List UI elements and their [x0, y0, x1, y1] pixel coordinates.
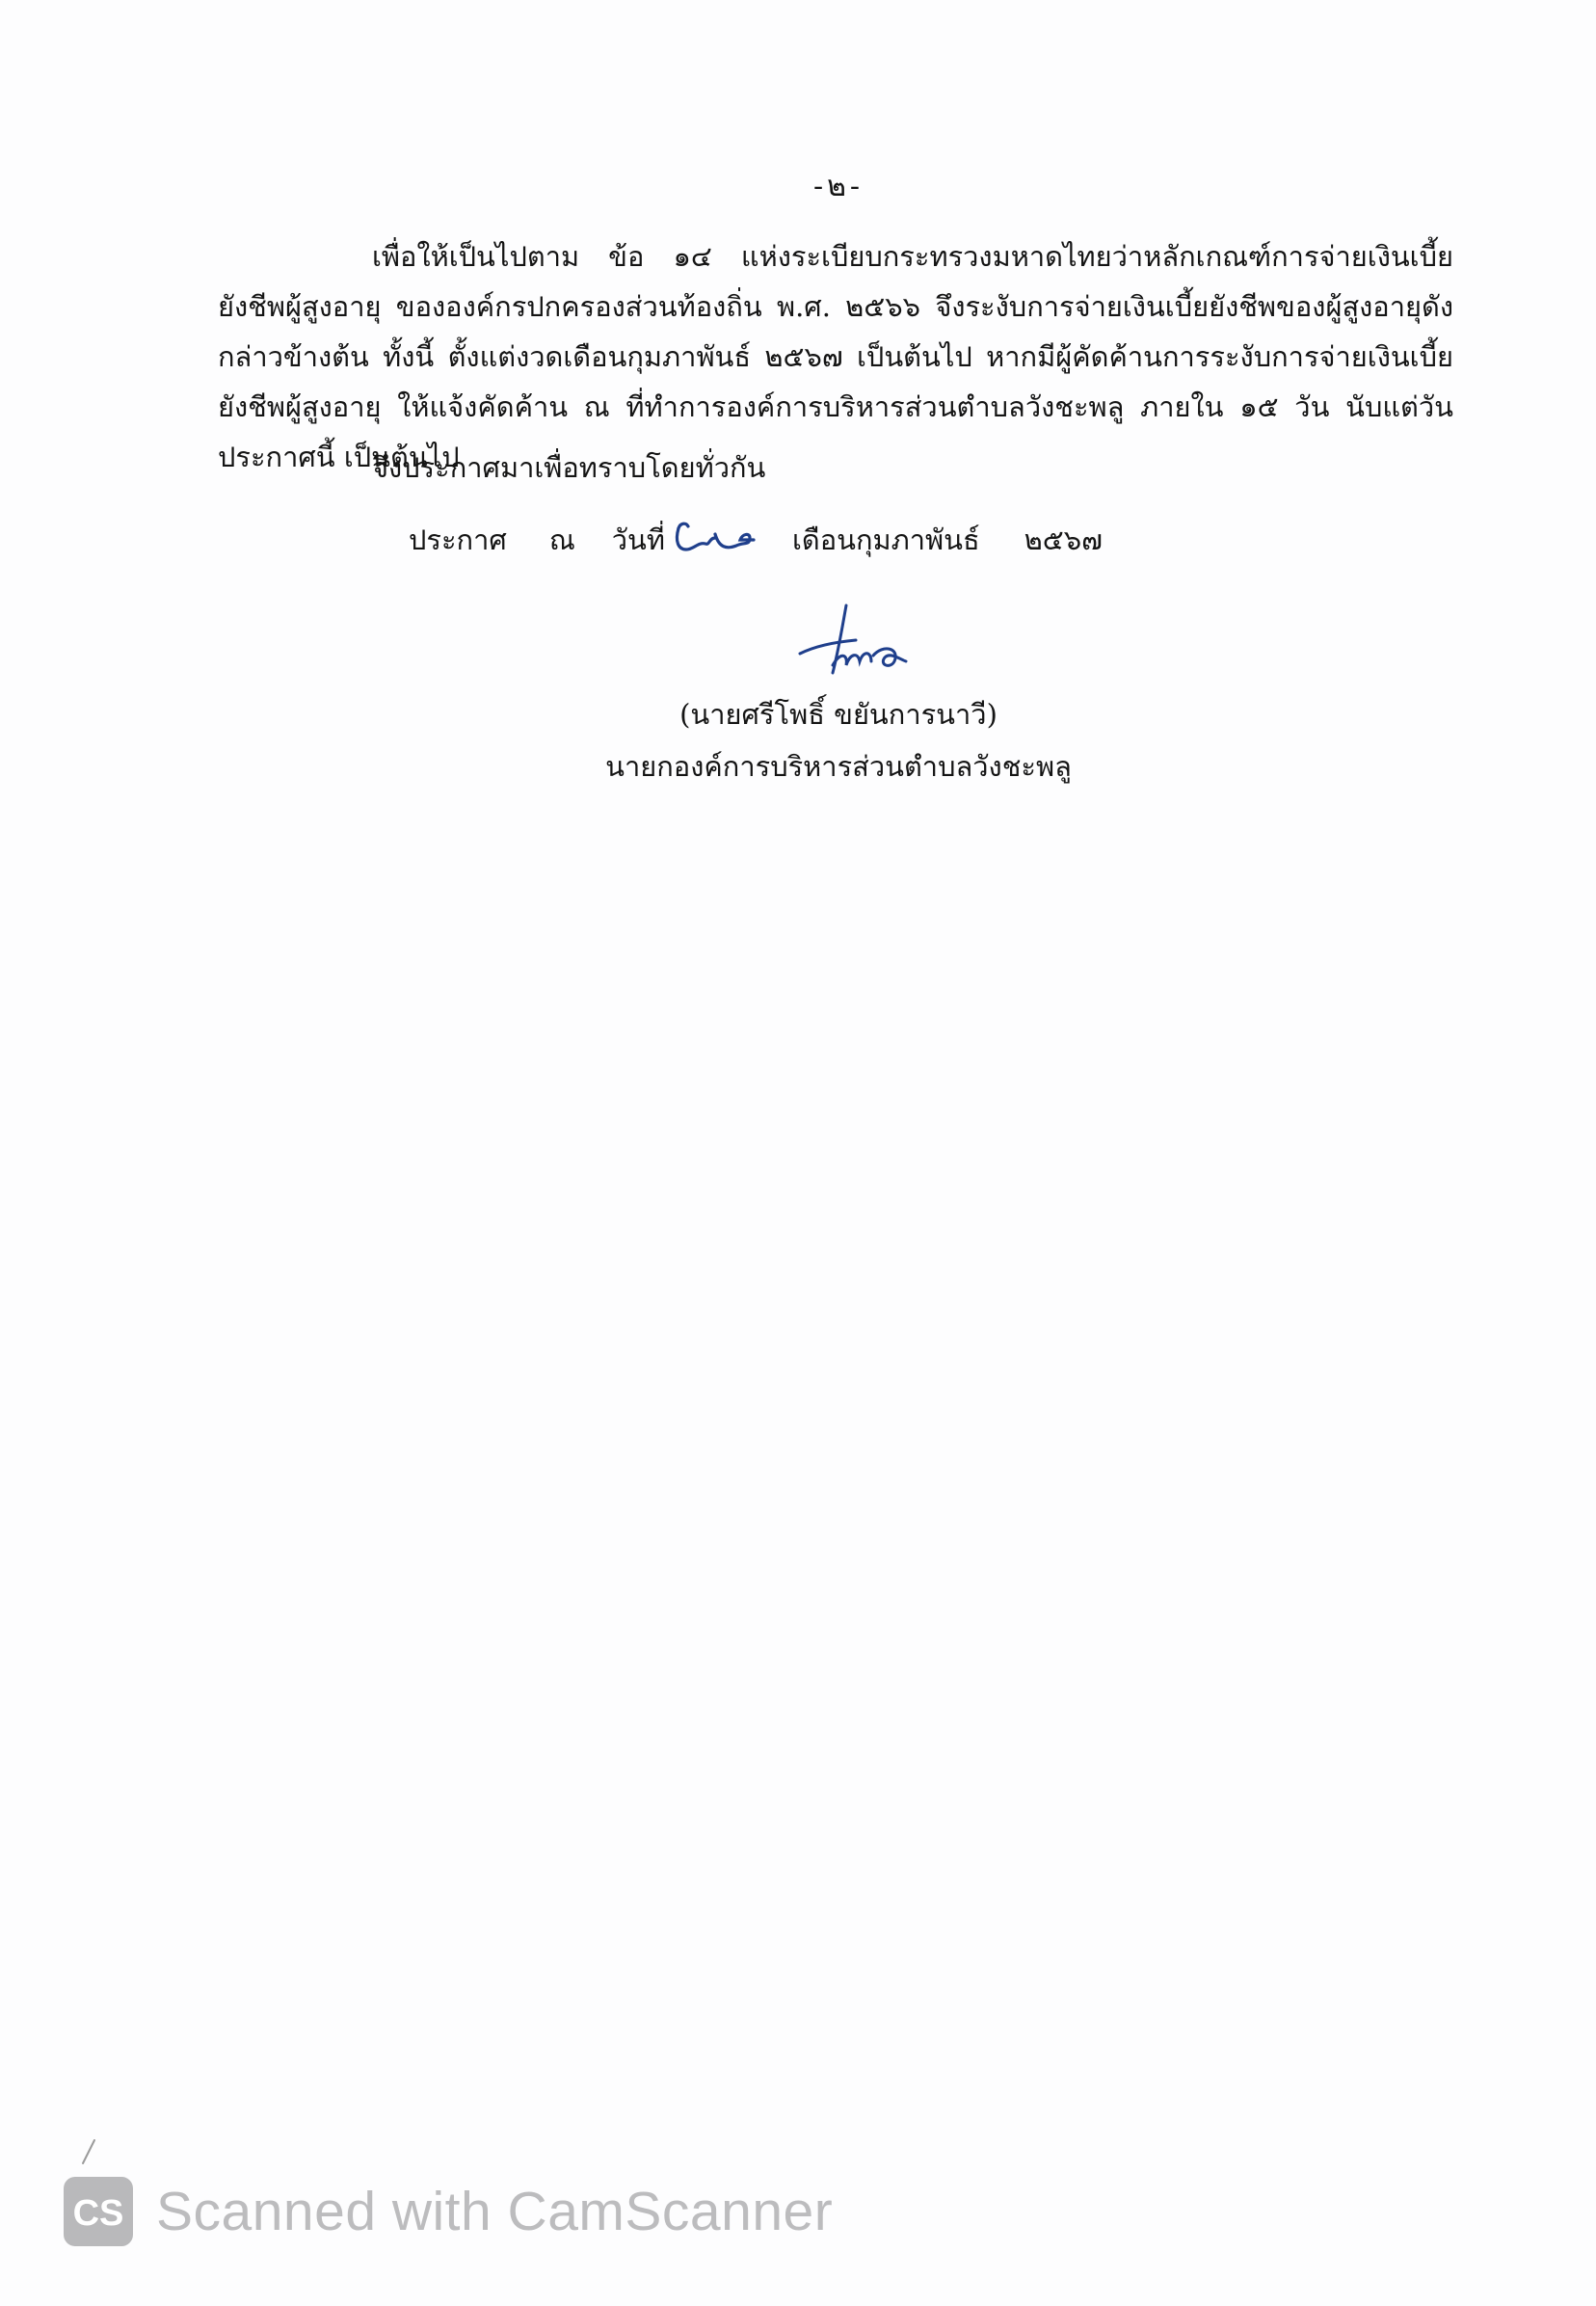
- signature-image: [779, 598, 914, 694]
- page-number: -๒-: [812, 170, 864, 203]
- camscanner-watermark: [64, 2177, 833, 2246]
- watermark-text: Scanned with CamScanner: [156, 2181, 834, 2242]
- scan-mark: [81, 2136, 96, 2165]
- announced-label: ประกาศ: [409, 523, 507, 556]
- year-label: ๒๕๖๗: [1024, 523, 1103, 556]
- announcement-paragraph: เพื่อให้เป็นไปตาม ข้อ ๑๔ แห่งระเบียบกระทรวงมหาดไทยว่าหลักเกณฑ์การจ่ายเงินเบี้ยยังชีพผู้สูงอายุ ขององค์กรปกครองส่วนท้องถิ่น พ.ศ. ๒๕๖๖ จึงระงับการจ่ายเงินเบี้ยยังชีพของผู้สูงอายุดังกล่าวข้างต้น ทั้งนี้ ตั้งแต่งวดเดือนกุมภาพันธ์ ๒๕๖๗ เป็นต้นไป หากมีผู้คัดค้านการระงับการจ่ายเงินเบี้ยยังชีพผู้สูงอายุ ให้แจ้งคัดค้าน ณ ที่ทำการองค์การบริหารส่วนตำบลวังชะพลู ภายใน ๑๕ วัน นับแต่วันประกาศนี้ เป็นต้นไป: [218, 240, 1453, 473]
- handwritten-day-number: [673, 515, 756, 557]
- cs-logo-lettering: [69, 2189, 127, 2234]
- month-label: เดือนกุมภาพันธ์: [791, 523, 980, 556]
- at-label: ณ: [548, 523, 575, 556]
- signer-title: นายกองค์การบริหารส่วนตำบลวังชะพลู: [605, 750, 1072, 783]
- closing-statement: จึงประกาศมาเพื่อทราบโดยทั่วกัน: [372, 451, 766, 484]
- announcement-date-line: [409, 507, 1103, 562]
- camscanner-logo-icon: [64, 2177, 133, 2246]
- day-label: วันที่: [611, 523, 665, 556]
- signer-name: (นายศรีโพธิ์ ขยันการนาวี): [679, 698, 998, 731]
- svg-text:CS: CS: [72, 2193, 124, 2234]
